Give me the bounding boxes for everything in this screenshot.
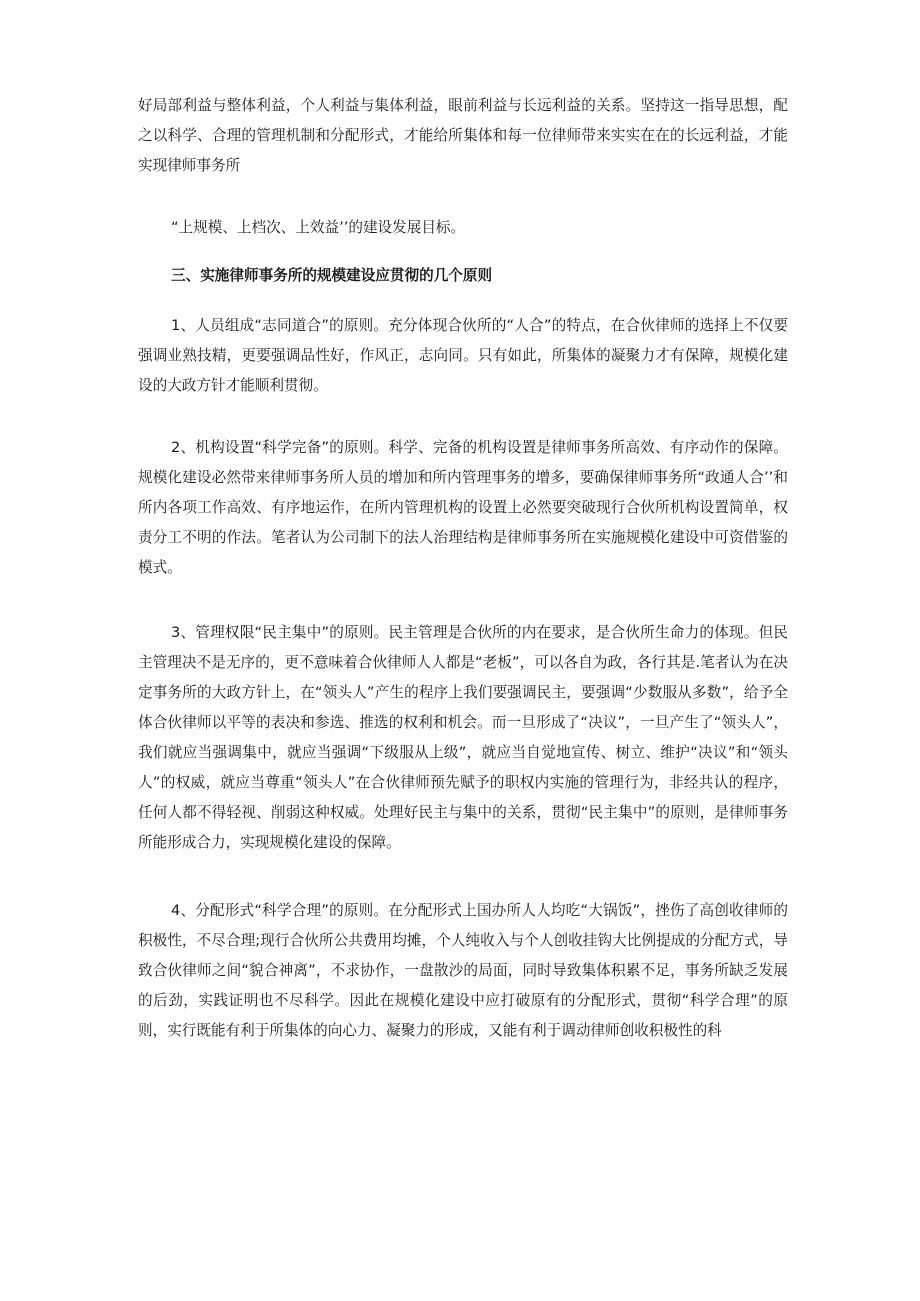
paragraph-principle-1: 1、人员组成“志同道合”的原则。充分体现合伙所的“人合”的特点，在合伙律师的选择上不仅要强调业熟技精，更要强调品性好，作风正，志向同。只有如此，所集体的凝聚力才有保障，规模化建设的大政方针才能顺利贯彻。	[138, 317, 788, 394]
paragraph-principle-2: 2、机构设置“科学完备”的原则。科学、完备的机构设置是律师事务所高效、有序动作的保障。规模化建设必然带来律师事务所人员的增加和所内管理事务的增多，要确保律师事务所“政通人合’’和所内各项工作高效、有序地运作，在所内管理机构的设置上必然要突破现行合伙所机构设置简单，权责分工不明的作法。笔者认为公司制下的法人治理结构是律师事务所在实施规模化建设中可资借鉴的模式。	[138, 439, 788, 576]
paragraph-goal: “上规模、上档次、上效益’’的建设发展目标。	[171, 219, 466, 236]
paragraph-principle-4: 4、分配形式“科学合理”的原则。在分配形式上国办所人人均吃“大锅饭”，挫伤了高创收律师的积极性，不尽合理;现行合伙所公共费用均摊，个人纯收入与个人创收挂钩大比例提成的分配方式，导致合伙律师之间“貌合神离”，不求协作，一盘散沙的局面，同时导致集体积累不足，事务所缺乏发展的后劲，实践证明也不尽科学。因此在规模化建设中应打破原有的分配形式，贯彻“科学合理”的原则，实行既能有利于所集体的向心力、凝聚力的形成，又能有利于调动律师创收积极性的科	[138, 902, 788, 1039]
paragraph-continuation: 好局部利益与整体利益，个人利益与集体利益，眼前利益与长远利益的关系。坚持这一指导思想，配之以科学、合理的管理机制和分配形式，才能给所集体和每一位律师带来实实在在的长远利益，才能实现律师事务所	[138, 97, 788, 174]
paragraph-principle-3: 3、管理权限“民主集中”的原则。民主管理是合伙所的内在要求，是合伙所生命力的体现。但民主管理决不是无序的，更不意味着合伙律师人人都是“老板”，可以各自为政，各行其是.笔者认为在决定事务所的大政方针上，在“领头人”产生的程序上我们要强调民主，要强调“少数服从多数”，给予全体合伙律师以平等的表决和参选、推选的权利和机会。而一旦形成了“决议”，一旦产生了“领头人”，我们就应当强调集中，就应当强调“下级服从上级”，就应当自觉地宣传、树立、维护“决议”和“领头人”的权威，就应当尊重“领头人”在合伙律师预先赋予的职权内实施的管理行为，非经共认的程序，任何人都不得轻视、削弱这种权威。处理好民主与集中的关系，贯彻“民主集中”的原则，是律师事务所能形成合力，实现规模化建设的保障。	[138, 624, 788, 851]
section-heading: 三、实施律师事务所的规模建设应贯彻的几个原则	[171, 267, 493, 284]
